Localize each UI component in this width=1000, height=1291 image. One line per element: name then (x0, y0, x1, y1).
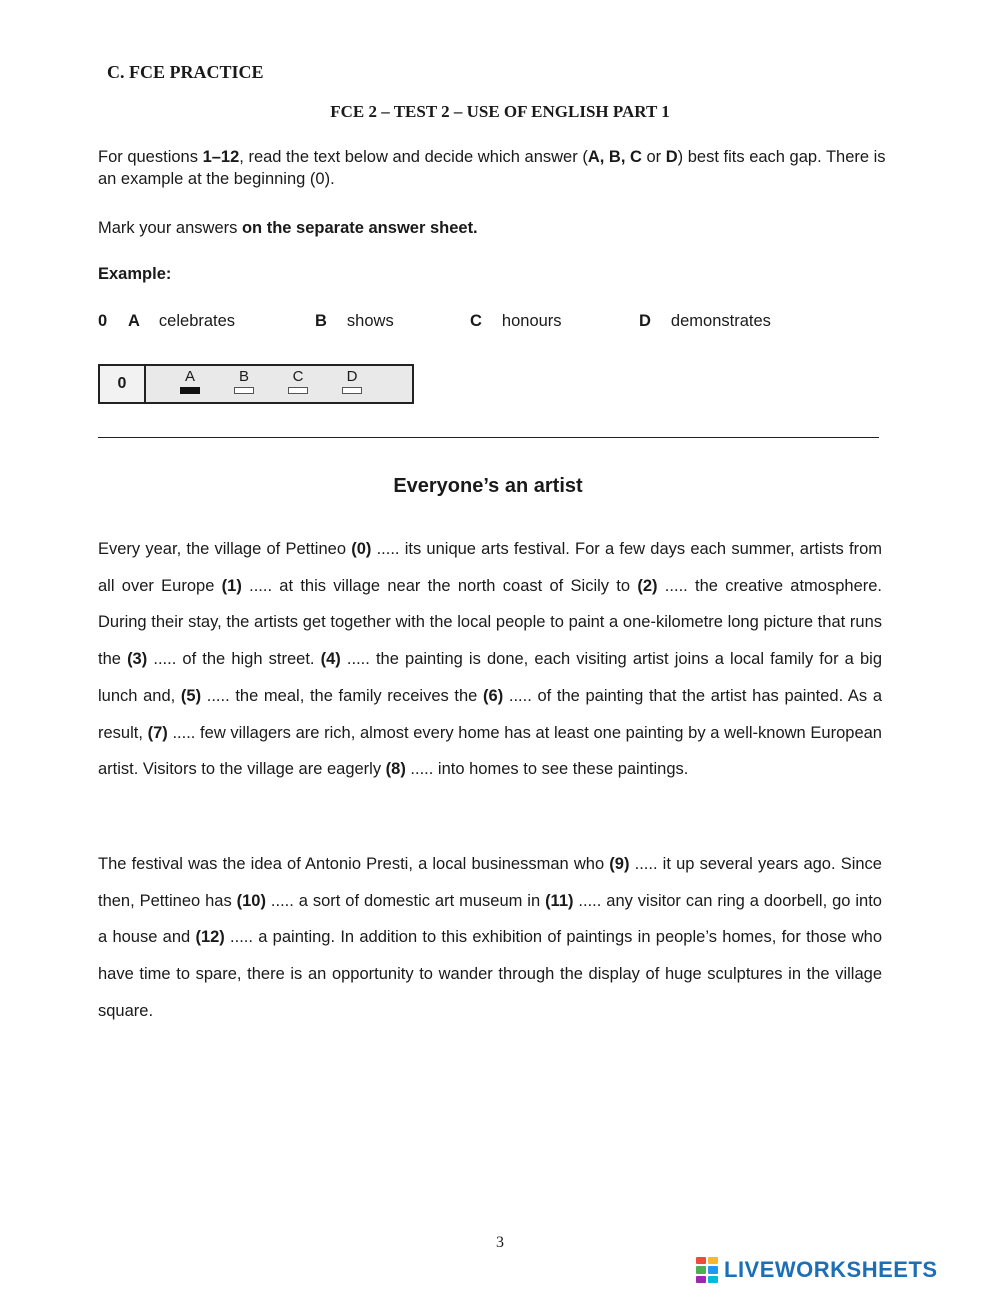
example-option-a: A celebrates (128, 312, 236, 330)
answer-bubble-d: D (340, 368, 364, 394)
gap-number: (7) (147, 723, 168, 742)
instructions-mark: Mark your answers on the separate answer sheet. (98, 219, 478, 237)
example-option-d: D demonstrates (639, 312, 771, 330)
page-number: 3 (496, 1234, 504, 1251)
gap-number: (5) (180, 686, 202, 705)
logo-square (696, 1266, 706, 1273)
answer-mark-c (288, 387, 308, 394)
gap-number: (9) (609, 855, 630, 873)
answer-mark-b (234, 387, 254, 394)
gap-number: (8) (385, 760, 406, 779)
logo-square (708, 1266, 718, 1273)
test-title: FCE 2 – TEST 2 – USE OF ENGLISH PART 1 (330, 102, 670, 121)
example-number: 0 (98, 312, 108, 330)
example-option-b: B shows (315, 312, 394, 330)
logo-square (708, 1257, 718, 1264)
answer-mark-a (180, 387, 200, 394)
liveworksheets-logo-icon (696, 1257, 718, 1283)
liveworksheets-logo (696, 1257, 938, 1283)
gap-number: (4) (320, 650, 341, 669)
story-title: Everyone’s an artist (393, 475, 583, 497)
liveworksheets-brand-text: LIVEWORKSHEETS (724, 1257, 938, 1282)
logo-square (696, 1276, 706, 1283)
answer-bubble-b: B (232, 368, 256, 394)
gap-number: (2) (637, 576, 658, 595)
gap-number: (0) (351, 540, 372, 558)
story-paragraph-1: Every year, the village of Pettineo (0) ..... its unique arts festival. For a few days each summer, artists from all over Europe (1) ..... at this village near the north coast of Sicily to (2) ..... the creative atmosphere. During their stay, the artists get together with the local people to paint a one-kilometre long picture that runs the (3) ..... of the high street. (4) ..... the painting is done, each visiting artist joins a local family for a big lunch and, (5) ..... the meal, the family receives the (6) ..... of the painting that the artist has painted. As a result, (7) ..... few villagers are rich, almost every home has at least one painting by a well-known European artist. Visitors to the village are eagerly (8) ..... into homes to see these paintings. (98, 540, 883, 779)
gap-number: (12) (195, 928, 225, 947)
answer-bubble-c: C (286, 368, 310, 394)
answer-box-number: 0 (100, 366, 146, 402)
gap-number: (10) (236, 891, 266, 910)
logo-square (708, 1276, 718, 1283)
gap-number: (11) (545, 891, 574, 910)
gap-number: (1) (221, 576, 242, 595)
story-paragraph-2: The festival was the idea of Antonio Presti, a local businessman who (9) ..... it up several years ago. Since then, Pettineo has (10) ..... a sort of domestic art museum in (11) ..... any visitor can ring a doorbell, go into a house and (12) ..... a painting. In addition to this exhibition of paintings in people’s homes, for those who have time to spare, there is an opportunity to wander through the display of huge sculptures in the village square. (98, 855, 882, 1020)
answer-mark-d (342, 387, 362, 394)
example-answer-box (98, 364, 414, 404)
section-label: C. FCE PRACTICE (107, 62, 264, 82)
instructions-intro: For questions 1–12, read the text below and decide which answer (A, B, C or D) best fits each gap. There is an example at the beginning (0). (98, 148, 886, 188)
logo-square (696, 1257, 706, 1264)
answer-bubble-a: A (178, 368, 202, 394)
example-label: Example: (98, 265, 172, 283)
example-option-c: C honours (470, 312, 562, 330)
gap-number: (6) (483, 686, 504, 705)
divider (98, 437, 879, 438)
gap-number: (3) (127, 650, 148, 669)
